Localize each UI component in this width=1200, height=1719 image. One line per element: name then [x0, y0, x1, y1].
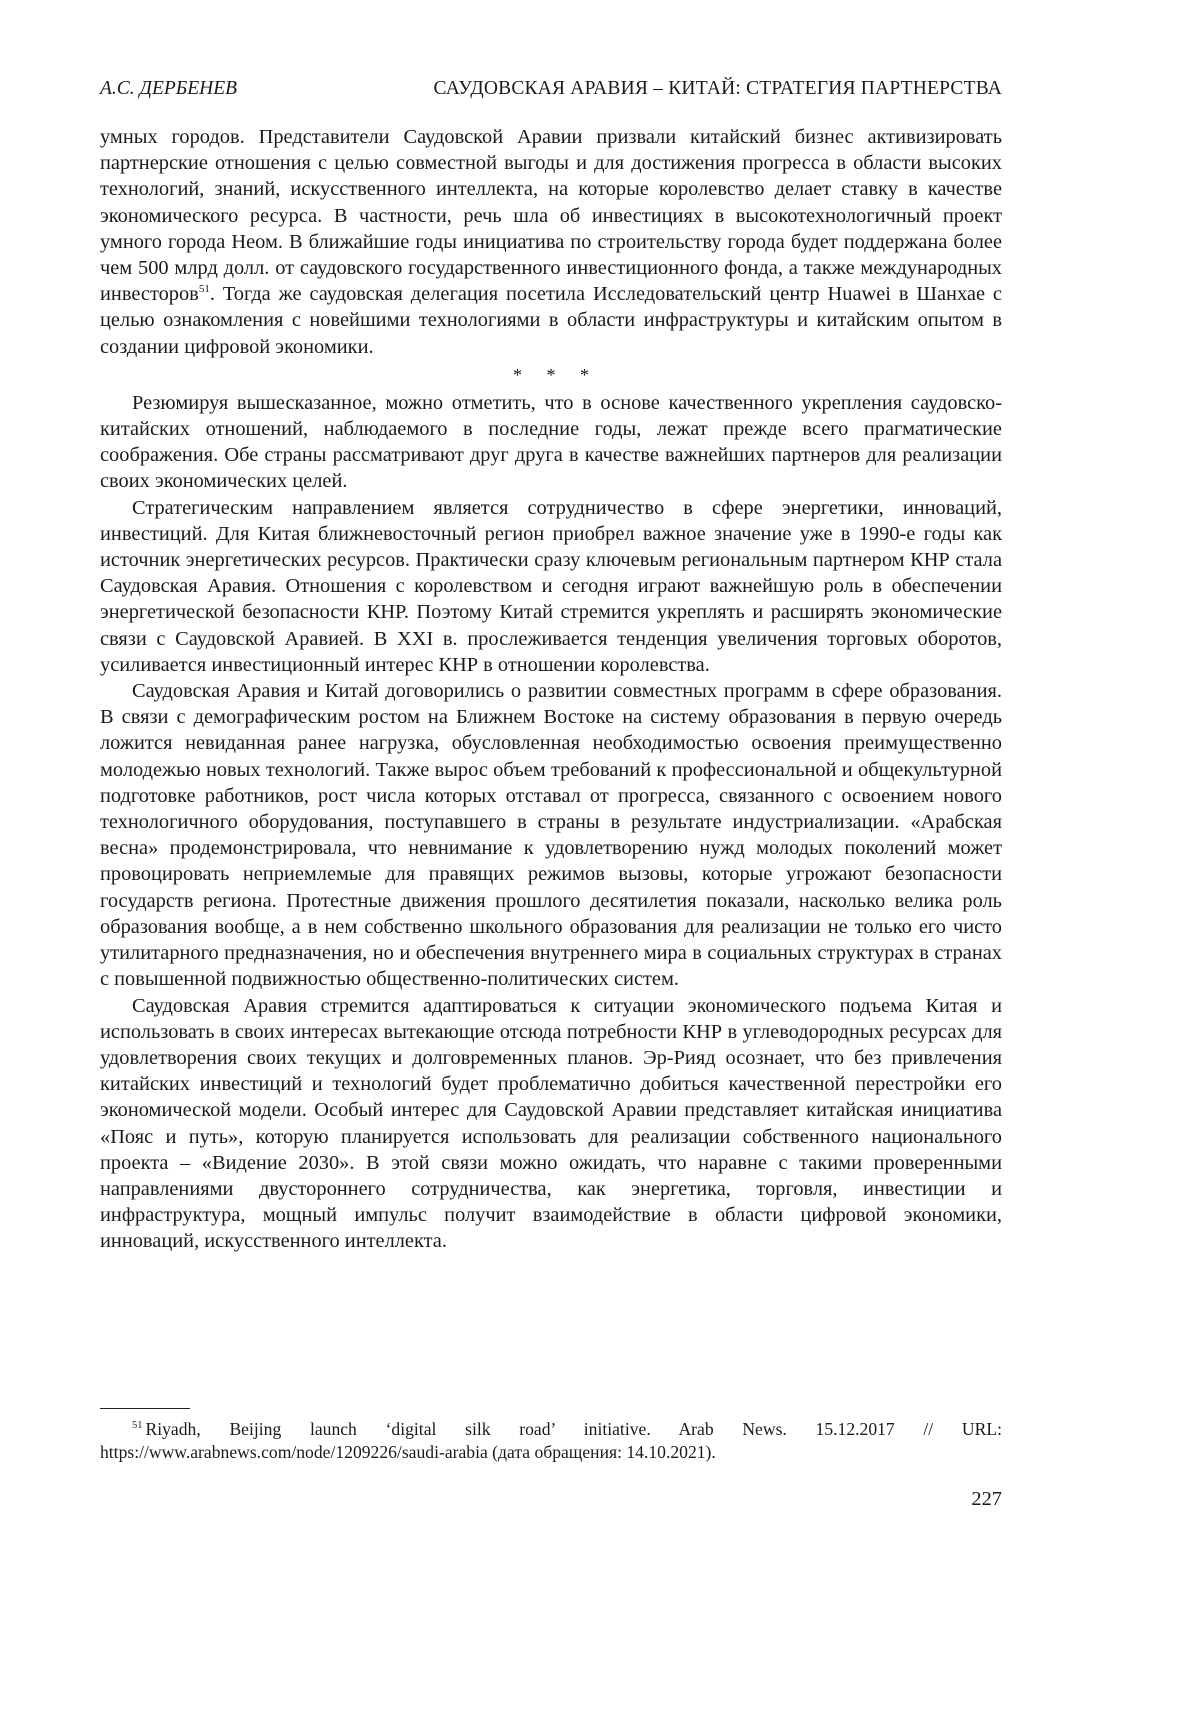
paragraph-1-text: умных городов. Представители Саудовской Аравии призвали китайский бизнес активизировать партнерские отношения с целью совместной выгоды и для достижения прогресса в области высоких технологий, знаний, искусственного интеллекта, на которые королевство делает ставку в качестве экономического ресурса. В частности, речь шла об инвестициях в высокотехнологичный проект умного города Неом. В ближайшие годы инициатива по строительству города будет поддержана более чем 500 млрд долл. от саудовского государственного инвестиционного фонда, а также международных инвесторов: [100, 126, 1002, 306]
footnote: [100, 1418, 1002, 1464]
footnote-divider: [100, 1408, 190, 1409]
paragraph-2: Резюмируя вышесказанное, можно отметить, что в основе качественного укрепления саудовско-китайских отношений, наблюдаемого в последние годы, лежат прежде всего прагматические соображения. Обе страны рассматривают друг друга в качестве важнейших партнеров для реализации своих экономических целей.: [100, 391, 1002, 493]
paragraph-5: Саудовская Аравия стремится адаптироваться к ситуации экономического подъема Китая и использовать в своих интересах вытекающие отсюда потребности КНР в углеводородных ресурсах для удовлетворения своих текущих и долговременных планов. Эр-Рияд осознает, что без привлечения китайских инвестиций и технологий будет проблематично добиться качественной перестройки его экономической модели. Особый интерес для Саудовской Аравии представляет китайская инициатива «Пояс и путь», которую планируется использовать для реализации собственного национального проекта – «Видение 2030». В этой связи можно ожидать, что наравне с такими проверенными направлениями двустороннего сотрудничества, как энергетика, торговля, инвестиции и инфраструктура, мощный импульс получит взаимодействие в области цифровой экономики, инноваций, искусственного интеллекта.: [100, 994, 1002, 1253]
paragraph-3: Стратегическим направлением является сотрудничество в сфере энергетики, инноваций, инвестиций. Для Китая ближневосточный регион приобрел важное значение уже в 1990-е годы как источник энергетических ресурсов. Практически сразу ключевым региональным партнером КНР стала Саудовская Аравия. Отношения с королевством и сегодня играют важнейшую роль в обеспечении энергетической безопасности КНР. Поэтому Китай стремится укреплять и расширять экономические связи с Саудовской Аравией. В XXI в. прослеживается тенденция увеличения торговых оборотов, усиливается инвестиционный интерес КНР в отношении королевства.: [100, 496, 1002, 676]
article-body: [100, 124, 1002, 1255]
footnote-text: Riyadh, Beijing launch ‘digital silk road’ initiative. Arab News. 15.12.2017 // URL: https://www.arabnews.com/node/1209226/saudi-arabia (дата обращения: 14.10.2021).: [100, 1419, 1002, 1462]
footnote-51: [100, 1418, 1002, 1464]
footnote-number: 51: [132, 1420, 143, 1432]
running-header: [100, 76, 1002, 102]
header-title: САУДОВСКАЯ АРАВИЯ – КИТАЙ: СТРАТЕГИЯ ПАРТНЕРСТВА: [433, 78, 1002, 99]
header-author: А.С. ДЕРБЕНЕВ: [100, 78, 238, 99]
paragraph-1: [100, 124, 1002, 360]
paragraph-1-text-after: . Тогда же саудовская делегация посетила Исследовательский центр Huawei в Шанхае с целью ознакомления с новейшими технологиями в области инфраструктуры и китайским опытом в создании цифровой экономики.: [100, 283, 1002, 358]
section-separator: * * *: [513, 364, 599, 385]
page-number: 227: [971, 1488, 1002, 1510]
paragraph-4: Саудовская Аравия и Китай договорились о развитии совместных программ в сфере образования. В связи с демографическим ростом на Ближнем Востоке на систему образования в первую очередь ложится невиданная ранее нагрузка, обусловленная необходимостью освоения преимущественно молодежью новых технологий. Также вырос объем требований к профессиональной и общекультурной подготовке работников, рост числа которых отставал от прогресса, связанного с освоением нового технологичного оборудования, поступавшего в страны в результате индустриализации. «Арабская весна» продемонстрировала, что невнимание к удовлетворению нужд молодых поколений может провоцировать неприемлемые для правящих режимов вызовы, которые угрожают безопасности государств региона. Протестные движения прошлого десятилетия показали, насколько велика роль образования вообще, а в нем собственно школьного образования для реализации не только его чисто утилитарного предназначения, но и обеспечения внутреннего мира в социальных структурах в странах с повышенной подвижностью общественно-политических систем.: [100, 680, 1002, 991]
footnote-ref-51[interactable]: 51: [198, 283, 210, 296]
